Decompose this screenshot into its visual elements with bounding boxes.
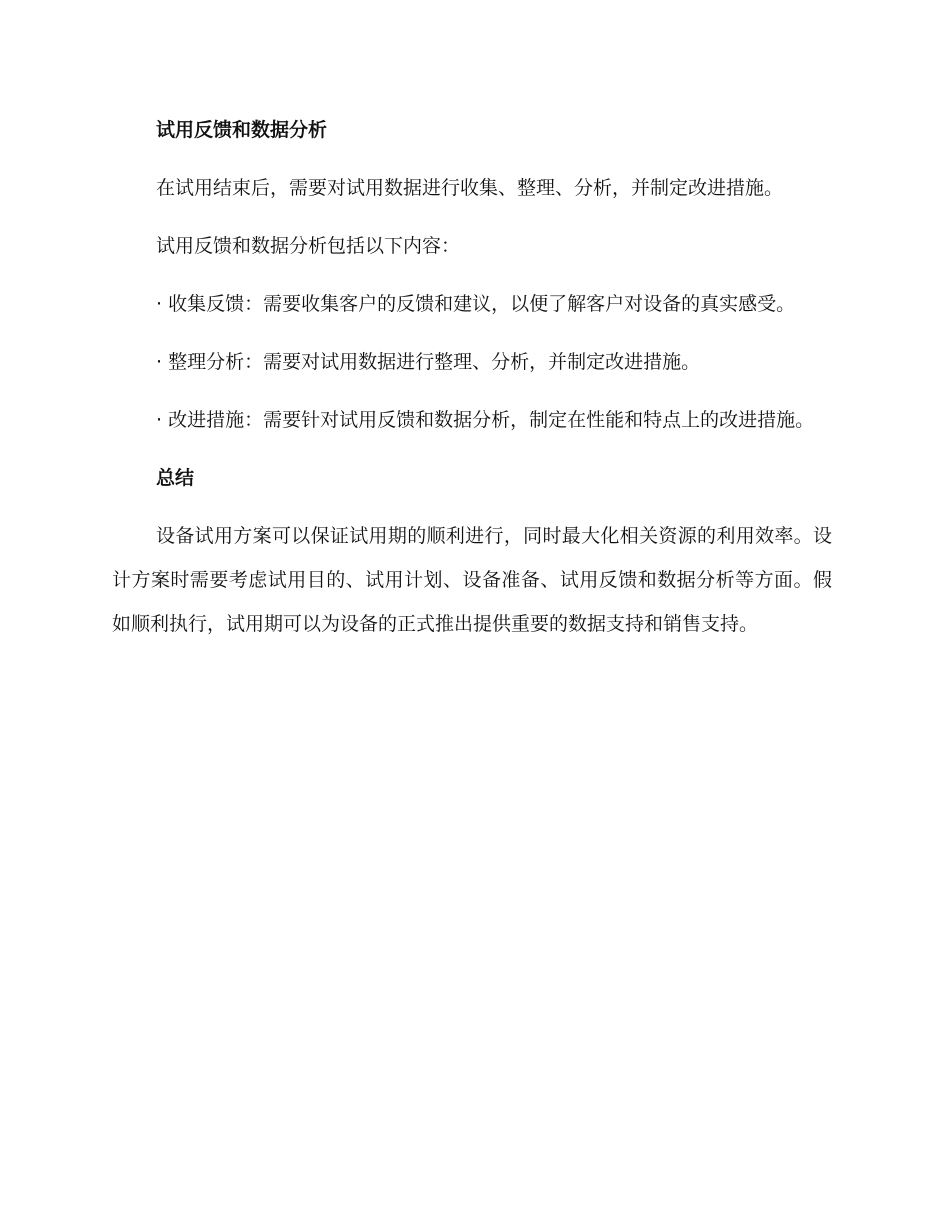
paragraph-summary: 设备试用方案可以保证试用期的顺利进行，同时最大化相关资源的利用效率。设计方案时需要考虑试用目的、试用计划、设备准备、试用反馈和数据分析等方面。假如顺利执行，试用期可以为设备的正式推出提供重要的数据支持和销售支持。	[112, 525, 832, 635]
section-heading-summary: 总结	[156, 467, 195, 489]
bullet-item-organize-analysis: · 整理分析：需要对试用数据进行整理、分析，并制定改进措施。	[156, 351, 701, 373]
section-heading-feedback: 试用反馈和数据分析	[156, 119, 328, 141]
paragraph-lead: 试用反馈和数据分析包括以下内容：	[156, 235, 461, 257]
document-body	[112, 108, 832, 660]
paragraph-intro: 在试用结束后，需要对试用数据进行收集、整理、分析，并制定改进措施。	[156, 177, 784, 199]
bullet-item-improvements: · 改进措施：需要针对试用反馈和数据分析，制定在性能和特点上的改进措施。	[156, 409, 815, 431]
bullet-item-collect-feedback: · 收集反馈：需要收集客户的反馈和建议，以便了解客户对设备的真实感受。	[156, 293, 796, 315]
